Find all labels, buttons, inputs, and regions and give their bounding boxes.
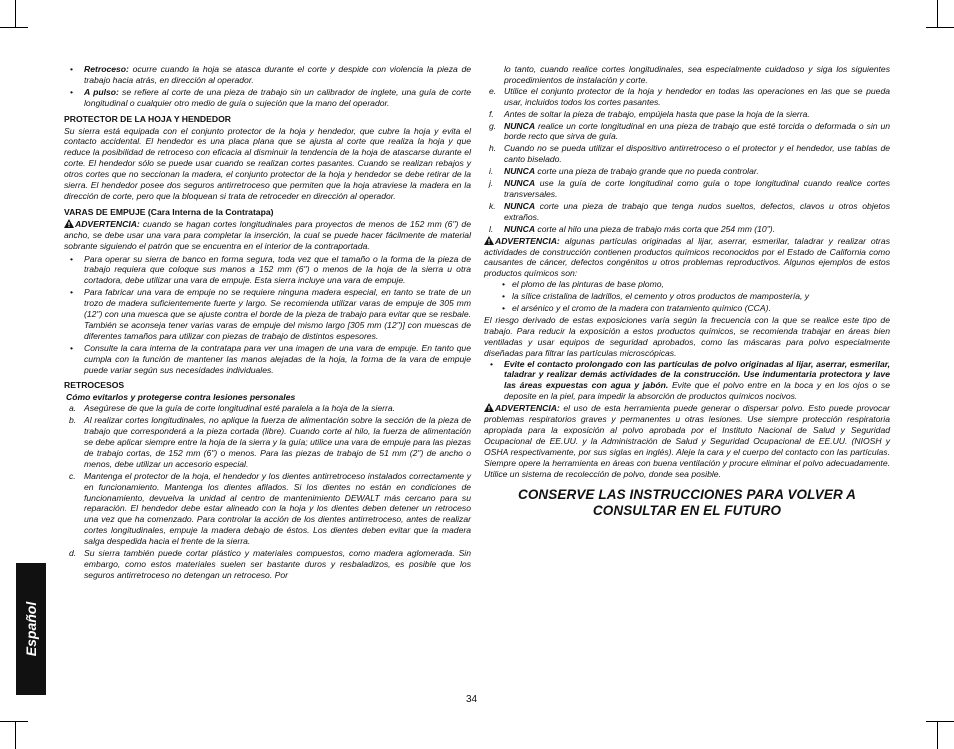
definition-freehand xyxy=(64,87,471,109)
list-item: • Consulte la cara interna de la contratapa para ver una imagen de una vara de empuje. En tanto que cumpla con la función de mantener las manos alejadas de la hoja, la forma de la vara de empuje puede variar según sus necesidades individuales. xyxy=(64,343,471,376)
crop-mark xyxy=(15,721,16,749)
warning-text: cuando se hagan cortes longitudinales para proyectos de menos de 152 mm (6") de ancho, se debe usar una vara para completar la inserción, la cual se puede hacer fácilmente de material sobrante siguiendo el patrón que se encuentra en el interior de la contraportada. xyxy=(64,218,471,251)
item-text: Al realizar cortes longitudinales, no aplique la fuerza de alimentación sobre la sección de la pieza de trabajo que corresponderá a la pieza cortada (libre). Cuando corte al hilo, la fuerza de alimentación se debe aplicar siempre entre la hoja de la sierra y la guía; utilice una vara de empuje para las piezas de trabajo cortas, de 152 mm (6") o menos. Para las piezas de trabajo de 51 mm (2") de ancho o menos, debe utilizar un accesorio especial. xyxy=(84,415,471,469)
list-item xyxy=(484,224,890,235)
item-letter: d. xyxy=(69,548,77,559)
item-text: Su sierra también puede cortar plástico y materiales compuestos, como madera aglomerada. Sin embargo, como estos materiales suelen ser bastante duros y resbaladizos, es posible que los seguros antirretroceso no detengan un retroceso. Por xyxy=(84,548,471,580)
warning-triangle-icon xyxy=(484,236,494,245)
nunca-label: NUNCA xyxy=(504,120,536,131)
term-text: se refiere al corte de una pieza de trabajo sin un calibrador de inglete, una guía de corte longitudinal o cualquier otro medio de guía o sujeción que la mano del operador. xyxy=(84,86,471,108)
page-number: 34 xyxy=(466,694,478,705)
warning-text: algunas partículas originadas al lijar, aserrar, esmerilar, taladrar y realizar otras actividades de construcción contienen productos químicos reconocidos por el Estado de California como causantes de cáncer, defectos congénitos u otros problemas reproductivos. Algunos ejemplos de estos productos químicos son: xyxy=(484,235,890,279)
item-letter: j. xyxy=(489,178,494,189)
warning-triangle-icon xyxy=(484,403,494,412)
list-item: • el plomo de las pinturas de base plomo, xyxy=(484,279,890,290)
item-text: Evite que el polvo entre en la boca y en los ojos o se deposite en la piel, para impedir la absorción de productos químicos nocivos. xyxy=(504,380,890,402)
list-item xyxy=(484,121,890,143)
item-text: corte una pieza de trabajo grande que no pueda controlar. xyxy=(535,166,759,177)
crop-mark xyxy=(926,721,954,722)
kickback-list xyxy=(64,403,471,581)
push-stick-list xyxy=(64,254,471,376)
crop-mark xyxy=(0,27,28,28)
crop-mark xyxy=(937,721,938,749)
item-text: Antes de soltar la pieza de trabajo, empújela hasta que pase la hoja de la sierra. xyxy=(504,108,810,119)
crop-mark xyxy=(15,0,16,28)
list-item: • la sílice cristalina de ladrillos, el cemento y otros productos de mampostería, y xyxy=(484,291,890,302)
kickback-subheading: Cómo evitarlos y protegerse contra lesiones personales xyxy=(66,392,296,403)
chemical-list xyxy=(484,279,890,314)
warning-label: ADVERTENCIA: xyxy=(495,403,560,414)
item-letter: c. xyxy=(69,470,76,481)
item-text: use la guía de corte longitudinal como guía o tope longitudinal cuando realice cortes transversales. xyxy=(504,178,890,199)
warning-label: ADVERTENCIA: xyxy=(495,235,560,246)
item-letter: f. xyxy=(489,108,494,119)
list-item xyxy=(484,178,890,200)
chemical-warning xyxy=(484,236,890,280)
nunca-label: NUNCA xyxy=(504,200,536,211)
item-text: Cuando no se pueda utilizar el dispositivo antirretroceso o el protector y el hendedor, use tablas de canto biselado. xyxy=(504,143,890,165)
item-text: Asegúrese de que la guía de corte longitudinal esté paralela a la hoja de la sierra. xyxy=(84,403,396,414)
item-text: corte una pieza de trabajo que tenga nudos sueltos, defectos, clavos u otros objetos extraños. xyxy=(504,200,890,222)
kickback-list-continued xyxy=(484,86,890,235)
section-heading-kickback: RETROCESOS xyxy=(64,380,125,391)
term-label: A pulso: xyxy=(84,86,119,97)
continued-paragraph: lo tanto, cuando realice cortes longitudinales, sea especialmente cuidadoso y siga los siguientes procedimientos de instalación y corte. xyxy=(504,64,890,85)
language-tab-label: Español xyxy=(23,601,39,657)
list-item xyxy=(64,415,471,470)
left-column xyxy=(64,64,471,582)
item-letter: g. xyxy=(489,120,497,131)
nunca-label: NUNCA xyxy=(504,223,536,234)
list-item: • Para fabricar una vara de empuje no se requiere ninguna madera especial, en tanto se trate de un trozo de madera suficientemente fuerte y largo. Se recomienda utilizar varas de empuje de 305 mm (12") con una muesca que se ajuste contra el borde de la pieza de trabajo para evitar que se resbale. También se aconseja tener varias varas de empuje del mismo largo [305 mm (12")] con muescas de diferentes tamaños para utilizar con piezas de trabajo de distintos espesores. xyxy=(64,287,471,342)
list-item xyxy=(484,359,890,403)
crop-mark xyxy=(937,0,938,28)
section-heading-push-sticks: VARAS DE EMPUJE (Cara Interna de la Contratapa) xyxy=(64,206,274,217)
list-item xyxy=(484,109,890,120)
nunca-label: NUNCA xyxy=(504,178,536,189)
list-item xyxy=(64,548,471,581)
nunca-label: NUNCA xyxy=(504,166,536,177)
dust-list xyxy=(484,359,890,403)
language-tab xyxy=(16,563,46,695)
item-text: Mantenga el protector de la hoja, el hendedor y los dientes antirretroceso instalados correctamente y en funcionamiento. Mantenga los dientes afilados. Si los dientes no están en condiciones de funcionamiento, devuelva la unidad al centro de mantenimiento DEWALT más cercano para su reparación. El hendedor debe estar alineado con la hoja y los dientes deben detener un retroceso una vez que ha comenzado. Para controlar la acción de los dientes antirretroceso, antes de realizar cortes longitudinales, empuje la madera debajo de éstos. Los dientes deben evitar que la madera salga despedida hacia el frente de la sierra. xyxy=(84,470,471,547)
crop-mark xyxy=(926,27,954,28)
definition-list xyxy=(64,64,471,109)
item-letter: b. xyxy=(69,415,77,426)
warning-text: el uso de esta herramienta puede generar o dispersar polvo. Esto puede provocar problemas respiratorios graves y permanentes u otras lesiones. Use siempre protección respiratoria apropiada para la exposición al polvo aprobada por el Instituto Nacional de Salud y Seguridad Ocupacional de EE.UU. y la Administración de Salud y Seguridad Ocupacional de EE.UU. (NIOSH y OSHA respectivamente, por sus siglas en inglés). Aleje la cara y el cuerpo del contacto con las partículas. Siempre opere la herramienta en áreas con buena ventilación y procure eliminar el polvo adecuadamente. Utilice un sistema de recolección de polvo, donde sea posible. xyxy=(484,403,890,479)
item-letter: l. xyxy=(489,223,494,234)
save-instructions-banner xyxy=(484,487,890,519)
crop-mark xyxy=(0,721,28,722)
warning-label: ADVERTENCIA: xyxy=(75,218,140,229)
warning-triangle-icon xyxy=(64,219,74,228)
push-warning xyxy=(64,219,471,252)
item-letter: i. xyxy=(489,166,494,177)
item-text: Utilice el conjunto protector de la hoja y hendedor en todas las operaciones en las que se pueda usar, incluidos todos los cortes pasantes. xyxy=(504,85,890,107)
term-label: Retroceso: xyxy=(84,64,129,74)
definition-kickback xyxy=(64,64,471,86)
item-text: corte al hilo una pieza de trabajo más corta que 254 mm (10"). xyxy=(535,223,776,234)
list-item xyxy=(484,143,890,165)
banner-line: CONSERVE LAS INSTRUCCIONES PARA VOLVER A xyxy=(517,486,857,502)
banner-line: CONSULTAR EN EL FUTURO xyxy=(592,502,782,518)
item-letter: a. xyxy=(69,403,77,414)
list-item xyxy=(484,86,890,108)
list-item xyxy=(64,403,471,414)
item-letter: e. xyxy=(489,85,497,96)
term-text: ocurre cuando la hoja se atasca durante el corte y despide con violencia la pieza de trabajo hacia atrás, en dirección al operador. xyxy=(84,64,471,85)
item-letter: h. xyxy=(489,143,497,154)
list-item: • el arsénico y el cromo de la madera con tratamiento químico (CCA). xyxy=(484,303,890,314)
list-item xyxy=(64,471,471,547)
right-column xyxy=(484,64,890,519)
list-item xyxy=(484,166,890,177)
dust-warning xyxy=(484,403,890,479)
section-heading-guard: PROTECTOR DE LA HOJA Y HENDEDOR xyxy=(64,113,231,124)
list-item: • Para operar su sierra de banco en forma segura, toda vez que el tamaño o la forma de la pieza de trabajo requiera que coloque sus manos a 152 mm (6") o menos de la hoja de la sierra u otra cortadora, debe utilizar una vara de empuje. Esta sierra incluye una vara de empuje. xyxy=(64,254,471,287)
list-item xyxy=(484,201,890,223)
guard-paragraph: Su sierra está equipada con el conjunto protector de la hoja y hendedor, que cubre la hoja y evita el contacto accidental. El hendedor es una placa plana que se ajusta al corte que realiza la hoja y que reduce la posibilidad de retroceso con eficacia al disminuir la tendencia de la hoja de atascarse durante el corte. El hendedor sólo se puede usar cuando se realizan cortes pasantes. Cuando se realizan rebajos y otros cortes que no seccionan la madera, el conjunto protector de la hoja y hendedor se debe retirar de la sierra. El hendedor posee dos seguros antirretroceso que permiten que la hoja atraviese la madera en la dirección de corte, pero que la bloquean si trata de retroceder en dirección al operador. xyxy=(64,125,471,201)
risk-paragraph: El riesgo derivado de estas exposiciones varía según la frecuencia con la que se realice este tipo de trabajo. Para reducir la exposición a estos productos químicos, se recomienda trabajar en áreas bien ventiladas y usar equipos de seguridad aprobados, como las máscaras para polvo especialmente diseñadas para filtrar las partículas microscópicas. xyxy=(484,314,890,358)
emphasis-text: Evite el contacto prolongado con las partículas de polvo originadas al lijar, aserrar, esmerilar, taladrar y realizar demás actividades de la construcción. Use indumentaria protectora y lave las áreas expuestas con agua y jabón. xyxy=(504,358,890,391)
item-letter: k. xyxy=(489,200,496,211)
item-text: realice un corte longitudinal en una pieza de trabajo que esté torcida o deformada o sin un borde recto que sirva de guía. xyxy=(504,120,890,142)
